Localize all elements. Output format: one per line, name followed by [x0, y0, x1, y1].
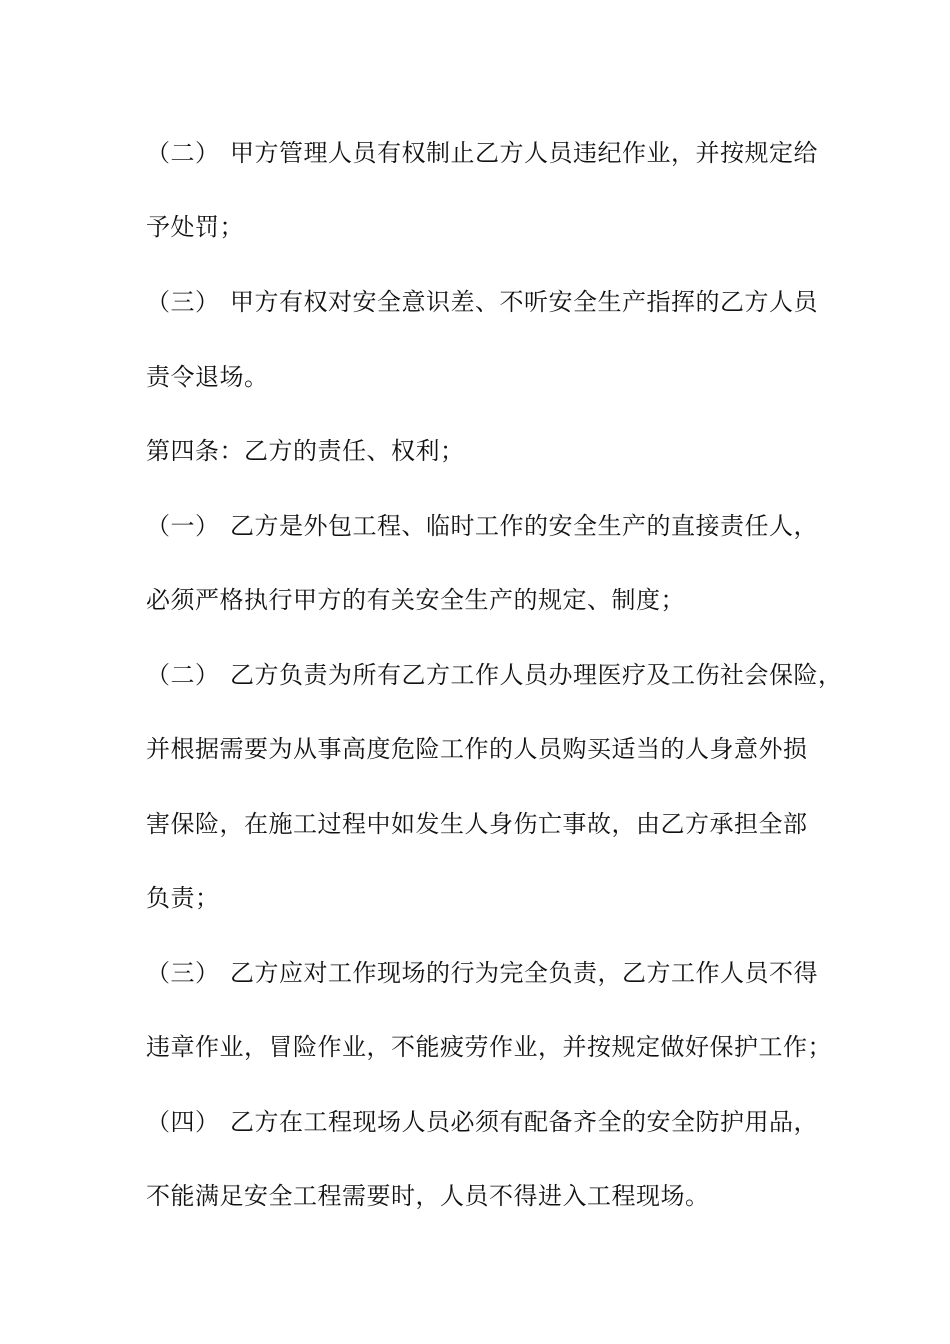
text-line	[146, 362, 846, 392]
text-line	[146, 1107, 846, 1137]
line-text: 乙方是外包工程、临时工作的安全生产的直接责任人，	[230, 512, 818, 540]
line-text: 责令退场。	[146, 363, 269, 391]
line-text: 甲方管理人员有权制止乙方人员违纪作业，并按规定给	[230, 139, 818, 167]
text-line	[146, 660, 846, 690]
line-text: 乙方在工程现场人员必须有配备齐全的安全防护用品，	[230, 1108, 818, 1136]
text-line	[146, 138, 846, 168]
item-number: （四）	[146, 1108, 220, 1136]
text-line	[146, 585, 846, 615]
item-number: （二）	[146, 139, 220, 167]
line-text: 负责；	[146, 884, 220, 912]
section-heading	[146, 436, 846, 466]
text-line	[146, 809, 846, 839]
item-number: （三）	[146, 959, 220, 987]
text-line	[146, 511, 846, 541]
item-number: （一）	[146, 512, 220, 540]
line-text: 甲方有权对安全意识差、不听安全生产指挥的乙方人员	[230, 288, 818, 316]
line-text: 并根据需要为从事高度危险工作的人员购买适当的人身意外损	[146, 735, 808, 763]
line-text: 予处罚；	[146, 213, 244, 241]
text-line	[146, 734, 846, 764]
line-text: 违章作业，冒险作业，不能疲劳作业，并按规定做好保护工作；	[146, 1033, 832, 1061]
item-number: （二）	[146, 661, 220, 689]
line-text: 乙方应对工作现场的行为完全负责，乙方工作人员不得	[230, 959, 818, 987]
line-text: 乙方负责为所有乙方工作人员办理医疗及工伤社会保险，	[230, 661, 843, 689]
line-text: 不能满足安全工程需要时，人员不得进入工程现场。	[146, 1182, 710, 1210]
item-number: （三）	[146, 288, 220, 316]
text-line	[146, 958, 846, 988]
line-text: 第四条：乙方的责任、权利；	[146, 437, 465, 465]
text-line	[146, 1181, 846, 1211]
line-text: 必须严格执行甲方的有关安全生产的规定、制度；	[146, 586, 685, 614]
text-line	[146, 1032, 846, 1062]
text-line	[146, 883, 846, 913]
text-line	[146, 212, 846, 242]
line-text: 害保险，在施工过程中如发生人身伤亡事故，由乙方承担全部	[146, 810, 808, 838]
text-line	[146, 287, 846, 317]
